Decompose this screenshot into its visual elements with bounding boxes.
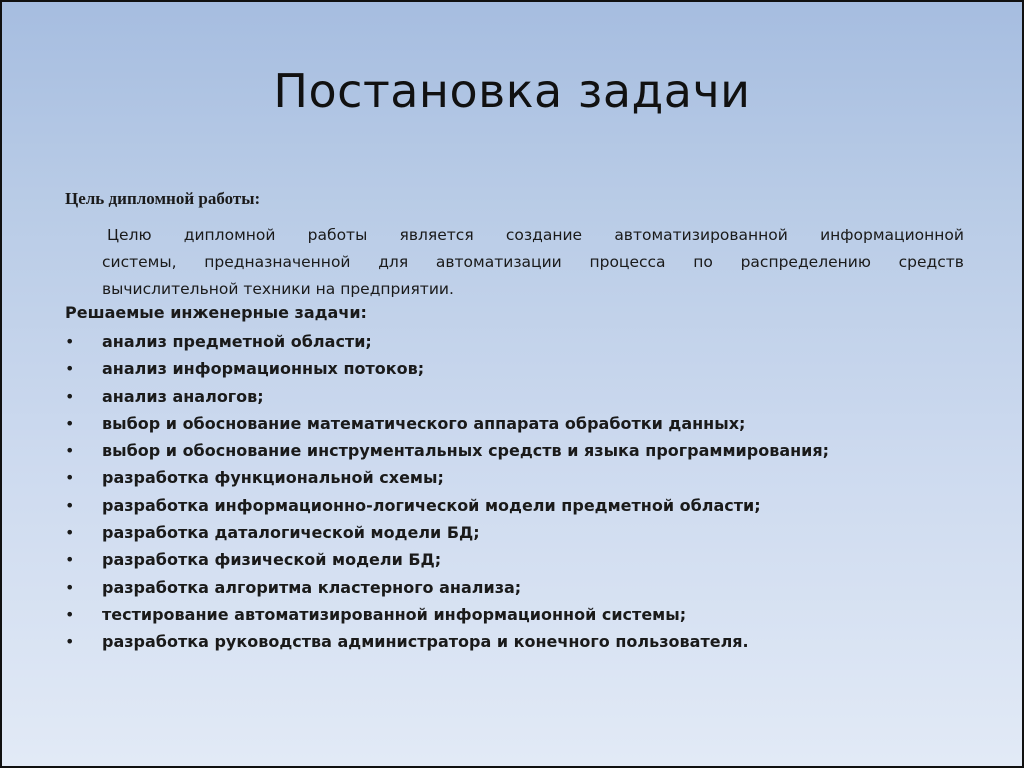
bullet-icon: • <box>65 523 75 543</box>
goal-line <box>102 222 964 249</box>
list-item <box>65 437 829 464</box>
task-text: разработка функциональной схемы; <box>102 468 444 488</box>
task-text: разработка физической модели БД; <box>102 550 442 570</box>
list-item <box>65 574 829 601</box>
task-text: разработка информационно-логической модели предметной области; <box>102 495 761 515</box>
bullet-icon: • <box>65 604 75 624</box>
goal-word: автоматизации <box>435 253 562 271</box>
goal-line: вычислительной техники на предприятии. <box>102 280 454 298</box>
goal-word: создание <box>505 226 583 244</box>
bullet-icon: • <box>65 577 75 597</box>
slide-title: Постановка задачи <box>273 64 751 118</box>
bullet-icon: • <box>65 386 75 406</box>
goal-paragraph <box>102 222 964 303</box>
task-text: тестирование автоматизированной информационной системы; <box>102 604 687 624</box>
bullet-icon: • <box>65 550 75 570</box>
goal-line <box>102 249 964 276</box>
bullet-icon: • <box>65 359 75 379</box>
list-item <box>65 383 829 410</box>
goal-word: системы, <box>102 253 177 271</box>
bullet-icon: • <box>65 332 75 351</box>
task-text: анализ информационных потоков; <box>102 359 425 379</box>
goal-word: автоматизированной <box>614 226 788 244</box>
list-item <box>65 492 829 519</box>
task-text: разработка даталогической модели БД; <box>102 523 480 543</box>
goal-word: средств <box>898 253 964 271</box>
bullet-icon: • <box>65 495 75 515</box>
list-item <box>65 601 829 628</box>
task-text: разработка руководства администратора и конечного пользователя. <box>102 632 749 652</box>
list-item <box>65 328 829 355</box>
list-item <box>65 628 829 655</box>
goal-word: является <box>399 226 474 244</box>
list-item <box>65 546 829 573</box>
task-text: анализ предметной области; <box>102 332 372 351</box>
bullet-icon: • <box>65 468 75 488</box>
bullet-icon: • <box>65 441 75 461</box>
goal-word: дипломной <box>183 226 276 244</box>
list-item <box>65 519 829 546</box>
goal-word: по <box>693 253 713 271</box>
task-text: выбор и обоснование математического аппарата обработки данных; <box>102 413 746 433</box>
goal-word: процесса <box>589 253 666 271</box>
goal-word: распределению <box>740 253 871 271</box>
goal-word: предназначенной <box>204 253 351 271</box>
list-item <box>65 464 829 491</box>
task-text: анализ аналогов; <box>102 386 264 406</box>
goal-heading: Цель дипломной работы: <box>65 189 261 208</box>
bullet-icon: • <box>65 632 75 652</box>
tasks-heading: Решаемые инженерные задачи: <box>65 303 367 322</box>
list-item <box>65 355 829 382</box>
goal-word: работы <box>307 226 368 244</box>
list-item <box>65 410 829 437</box>
goal-word: Целю <box>107 226 152 244</box>
tasks-list <box>65 328 829 656</box>
goal-word: для <box>378 253 409 271</box>
goal-word: информационной <box>820 226 964 244</box>
task-text: разработка алгоритма кластерного анализа; <box>102 577 522 597</box>
task-text: выбор и обоснование инструментальных средств и языка программирования; <box>102 441 830 461</box>
bullet-icon: • <box>65 413 75 433</box>
